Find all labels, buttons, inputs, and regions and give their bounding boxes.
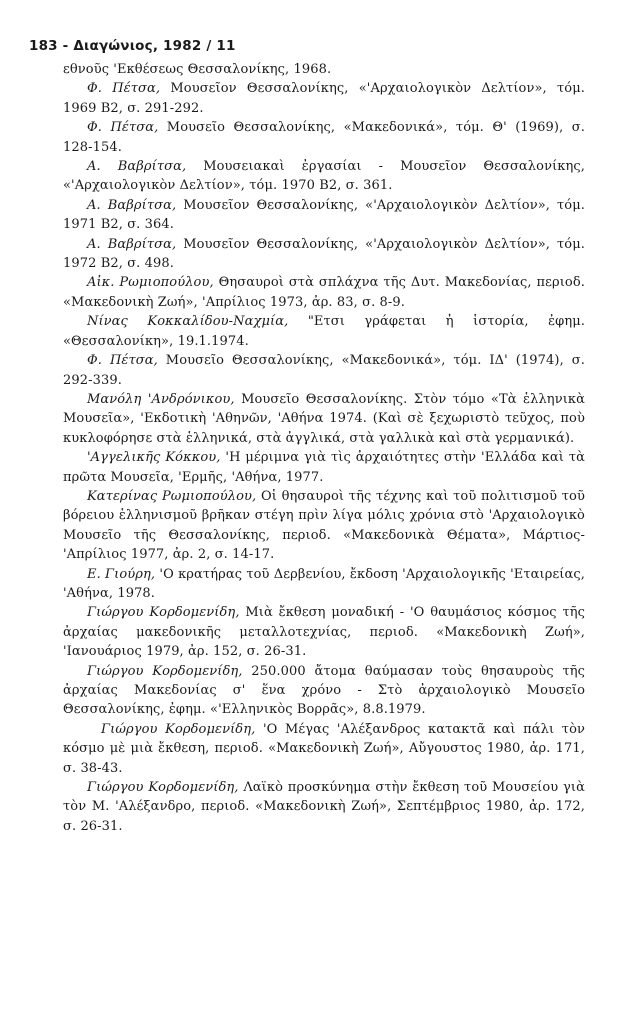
running-head: 183 - Διαγώνιος, 1982 / 11 bbox=[29, 38, 236, 54]
entry-text: Μουσεῖο Θεσσαλονίκης, «Μακεδονικά», τόμ. Θ' (1969), σ. 128-154. bbox=[63, 120, 585, 155]
entry-text: Μιὰ ἔκθεση μοναδική - 'Ο θαυμάσιος κόσμος τῆς ἀρχαίας μακεδονικῆς μεταλλοτεχνίας, περιοδ. «Μακεδονικὴ Ζωή», 'Ιανουάριος 1979, ἀρ. 152, σ. 26-31. bbox=[63, 605, 586, 660]
bibliography-entry bbox=[63, 778, 585, 836]
entry-author: Νίνας Κοκκαλίδου-Ναχμία, bbox=[87, 314, 289, 330]
bibliography-entry bbox=[63, 448, 585, 487]
entry-author: Φ. Πέτσα, bbox=[87, 120, 159, 136]
entry-text: Μουσεῖο Θεσσαλονίκης. Στὸν τόμο «Τὰ ἑλληνικὰ Μουσεῖα», 'Εκδοτικὴ 'Αθηνῶν, 'Αθήνα 1974. (Καὶ σὲ ξεχωριστὸ τεῦχος, ποὺ κυκλοφόρησε στὰ ἑλληνικά, στὰ ἀγγλικά, στὰ γαλλικὰ καὶ στὰ γερμανικά). bbox=[63, 391, 585, 446]
entry-text: Μουσεῖον Θεσσαλονίκης, «'Αρχαιολογικὸν Δελτίον», τόμ. 1969 Β2, σ. 291-292. bbox=[63, 81, 585, 116]
entry-text: 250.000 ἄτομα θαύμασαν τοὺς θησαυροὺς τῆς ἀρχαίας Μακεδονίας σ' ἕνα χρόνο - Στὸ ἀρχαιολογικὸ Μουσεῖο Θεσσαλονίκης, ἐφημ. «'Ελληνικὸς Βορρᾶς», 8.8.1979. bbox=[63, 663, 586, 718]
entry-author: Α. Βαβρίτσα, bbox=[87, 197, 177, 213]
bibliography-entry bbox=[63, 351, 585, 390]
entry-text: Μουσεῖον Θεσσαλονίκης, «'Αρχαιολογικὸν Δελτίον», τόμ. 1972 Β2, σ. 498. bbox=[63, 236, 586, 272]
entry-text: "Ετσι γράφεται ἡ ἱστορία, ἐφημ. «Θεσσαλονίκη», 19.1.1974. bbox=[63, 314, 586, 349]
bibliography-entry bbox=[63, 157, 585, 196]
entry-author: Α. Βαβρίτσα, bbox=[87, 159, 187, 175]
bibliography-entry bbox=[63, 312, 585, 351]
entry-text: Λαϊκὸ προσκύνημα στὴν ἔκθεση τοῦ Μουσείου γιὰ τὸν Μ. 'Αλέξανδρο, περιοδ. «Μακεδονικὴ Ζωή», Σεπτέμβριος 1980, ἀρ. 172, σ. 26-31. bbox=[63, 780, 586, 834]
bibliography-entry bbox=[63, 487, 585, 565]
bibliography-entry bbox=[63, 60, 585, 79]
entry-author: 'Αγγελικῆς Κόκκου, bbox=[87, 450, 221, 466]
bibliography-entry bbox=[63, 720, 585, 778]
bibliography-entry bbox=[63, 235, 585, 274]
entry-author: Α. Βαβρίτσα, bbox=[87, 236, 177, 252]
entry-text: Οἱ θησαυροὶ τῆς τέχνης καὶ τοῦ πολιτισμοῦ τοῦ βόρειου ἑλληνισμοῦ βρῆκαν στέγη πρὶν λίγα μόλις χρόνια στὸ 'Αρχαιολογικὸ Μουσεῖο τῆς Θεσσαλονίκης, περιοδ. «Μακεδονικὰ Θέματα», Μάρτιος-'Απρίλιος 1977, ἀρ. 2, σ. 14-17. bbox=[63, 488, 585, 563]
entry-author: Γιώργου Κορδομενίδη, bbox=[87, 663, 243, 679]
bibliography-entry bbox=[63, 196, 585, 235]
bibliography-entry bbox=[63, 565, 585, 604]
entry-author: Αἰκ. Ρωμιοπούλου, bbox=[87, 275, 214, 291]
bibliography-entry bbox=[63, 118, 585, 157]
bibliography-entry bbox=[63, 390, 585, 448]
entry-text: 'Ο Μέγας 'Αλέξανδρος κατακτᾶ καὶ πάλι τὸν κόσμο μὲ μιὰ ἔκθεση, περιοδ. «Μακεδονικὴ Ζωή», Αὔγουστος 1980, ἀρ. 171, σ. 38-43. bbox=[63, 721, 585, 776]
entry-author: Γιώργου Κορδομενίδη, bbox=[87, 605, 240, 621]
entry-author: Γιώργου Κορδομενίδη, bbox=[101, 721, 256, 737]
entry-author: Φ. Πέτσα, bbox=[87, 81, 161, 97]
entry-author: Κατερίνας Ρωμιοπούλου, bbox=[87, 488, 257, 504]
entry-author: Ε. Γιούρη, bbox=[87, 566, 156, 582]
entry-author: Μανόλη 'Ανδρόνικου, bbox=[87, 391, 235, 407]
entry-text: Μουσειακαὶ ἐργασίαι - Μουσεῖον Θεσσαλονίκης, «'Αρχαιολογικὸν Δελτίον», τόμ. 1970 Β2, σ. 361. bbox=[63, 159, 585, 194]
entry-text: Μουσεῖον Θεσσαλονίκης, «'Αρχαιολογικὸν Δελτίον», τόμ. 1971 Β2, σ. 364. bbox=[63, 197, 586, 233]
entry-text: 'Η μέριμνα γιὰ τὶς ἀρχαιότητες στὴν 'Ελλάδα καὶ τὰ πρῶτα Μουσεῖα, 'Ερμῆς, 'Αθήνα, 1977. bbox=[63, 450, 585, 485]
entry-author: Γιώργου Κορδομενίδη, bbox=[87, 780, 239, 796]
bibliography-entry bbox=[63, 273, 585, 312]
entry-text: Θησαυροὶ στὰ σπλάχνα τῆς Δυτ. Μακεδονίας, περιοδ. «Μακεδονικὴ Ζωή», 'Απρίλιος 1973, ἀρ. 83, σ. 8-9. bbox=[63, 275, 585, 310]
bibliography-entry bbox=[63, 603, 585, 661]
entry-author: Φ. Πέτσα, bbox=[87, 353, 158, 369]
entry-text: Μουσεῖο Θεσσαλονίκης, «Μακεδονικά», τόμ. ΙΔ' (1974), σ. 292-339. bbox=[63, 353, 585, 388]
bibliography-list bbox=[63, 60, 585, 836]
bibliography-entry bbox=[63, 79, 585, 118]
bibliography-entry bbox=[63, 662, 585, 720]
entry-text: 'Ο κρατήρας τοῦ Δερβενίου, ἔκδοση 'Αρχαιολογικῆς 'Εταιρείας, 'Αθήνα, 1978. bbox=[63, 566, 585, 601]
entry-text: εθνοῦς 'Εκθέσεως Θεσσαλονίκης, 1968. bbox=[63, 62, 332, 77]
